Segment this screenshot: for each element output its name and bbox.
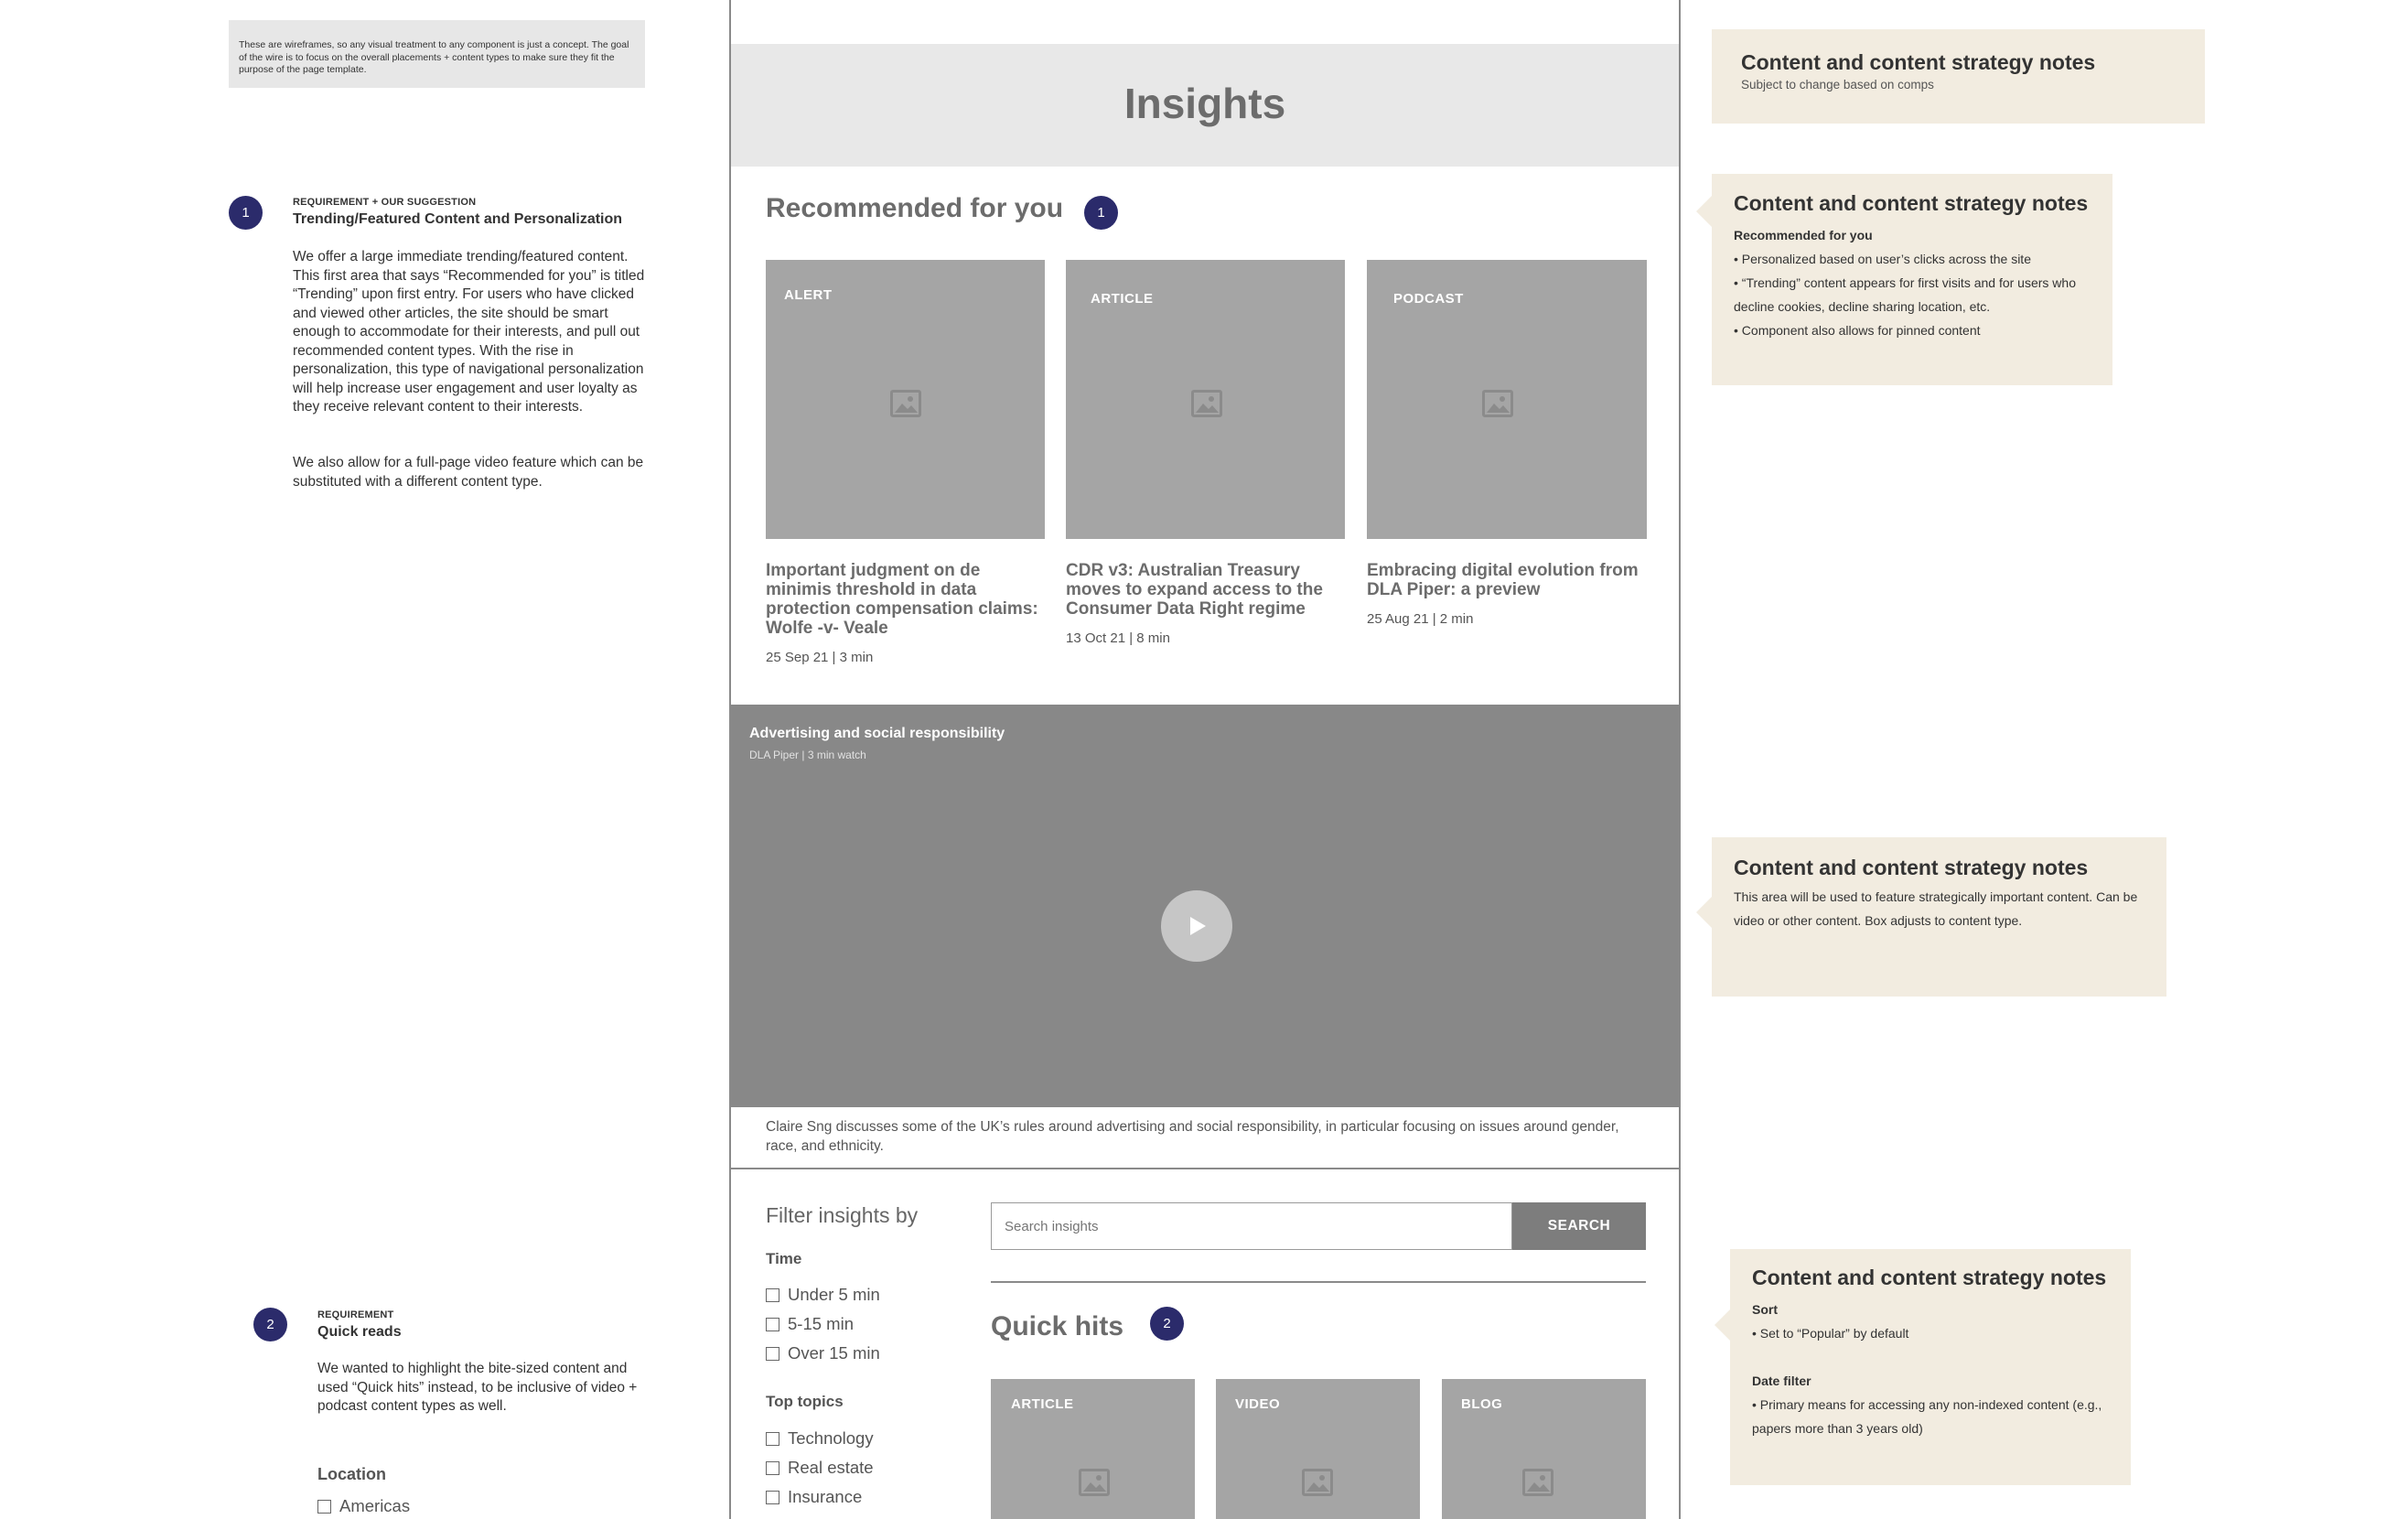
note-body: This area will be used to feature strategically important content. Can be video or other content. Box adjusts to content type.	[1734, 889, 2138, 928]
section-badge-1: 1	[1084, 196, 1118, 230]
checkbox[interactable]	[766, 1347, 779, 1361]
time-option-label: Over 15 min	[788, 1343, 880, 1363]
card-meta: 13 Oct 21 | 8 min	[1066, 630, 1170, 646]
image-placeholder-icon	[1079, 1469, 1110, 1496]
topic-option[interactable]	[766, 1487, 862, 1507]
quick-hit-card-blog[interactable]	[1442, 1379, 1646, 1519]
quick-hit-card-video[interactable]	[1216, 1379, 1420, 1519]
time-option-label: Under 5 min	[788, 1285, 880, 1304]
strategy-note-1	[1712, 29, 2205, 124]
video-meta: DLA Piper | 3 min watch	[749, 749, 866, 761]
time-option-label: 5-15 min	[788, 1314, 854, 1333]
annotation-body: We wanted to highlight the bite-sized content and used “Quick hits” instead, to be inclusive of video + podcast content types as well.	[317, 1361, 638, 1414]
content-type-tag: VIDEO	[1235, 1396, 1281, 1412]
annotation-title: Quick reads	[317, 1324, 402, 1340]
content-type-tag: ALERT	[784, 287, 833, 303]
image-placeholder-icon	[1482, 390, 1513, 417]
quick-hit-card-article[interactable]	[991, 1379, 1195, 1519]
time-option[interactable]	[766, 1314, 854, 1334]
note-body	[1734, 223, 2109, 342]
annotation-badge-1: 1	[229, 196, 263, 230]
note-title: Content and content strategy notes	[1734, 856, 2089, 879]
note-heading: Sort	[1752, 1302, 1778, 1317]
filter-heading: Filter insights by	[766, 1203, 919, 1227]
video-title: Advertising and social responsibility	[749, 726, 1005, 741]
checkbox[interactable]	[766, 1318, 779, 1331]
note-line: • Component also allows for pinned content	[1734, 323, 1981, 338]
divider	[991, 1281, 1646, 1283]
card-meta: 25 Aug 21 | 2 min	[1367, 611, 1474, 627]
topic-option-label: Insurance	[788, 1487, 863, 1506]
play-button[interactable]	[1161, 890, 1232, 962]
card-image	[1367, 260, 1647, 539]
card-image	[1066, 260, 1345, 539]
annotation-body: We offer a large immediate trending/featured content. This first area that says “Recommended for you” is titled “Trending” upon first entry. For users who have clicked and viewed other articles, the site should be smart enough to accommodate for their interests, and pull out recommended content types. With the rise in personalization, this type of navigational personalization will help increase user engagement and user loyalty as they receive relevant content to their interests.	[293, 249, 645, 415]
image-placeholder-icon	[1522, 1469, 1553, 1496]
content-type-tag: PODCAST	[1393, 291, 1464, 307]
note-title: Content and content strategy notes	[1734, 191, 2089, 215]
note-title: Content and content strategy notes	[1741, 50, 2096, 74]
quick-hits-title: Quick hits	[991, 1311, 1124, 1341]
annotation-badge-2: 2	[253, 1308, 287, 1341]
checkbox[interactable]	[766, 1491, 779, 1504]
note-heading: Recommended for you	[1734, 228, 1873, 242]
image-placeholder-icon	[1191, 390, 1222, 417]
play-icon	[1185, 914, 1209, 938]
location-option-label: Americas	[339, 1496, 411, 1515]
recommended-title: Recommended for you	[766, 193, 1064, 223]
recommended-card-podcast[interactable]	[1367, 260, 1647, 627]
topic-option-label: Real estate	[788, 1458, 874, 1477]
time-option[interactable]	[766, 1343, 880, 1363]
topic-option-label: Technology	[788, 1428, 874, 1448]
annotation-body: We also allow for a full-page video feature which can be substituted with a different content type.	[293, 455, 644, 490]
annotation-kicker: REQUIREMENT + OUR SUGGESTION	[293, 197, 477, 208]
note-body	[1752, 1298, 2118, 1440]
note-pointer	[1715, 1309, 1730, 1341]
checkbox[interactable]	[766, 1432, 779, 1446]
note-heading: Date filter	[1752, 1374, 1811, 1388]
topic-option[interactable]	[766, 1428, 874, 1449]
annotation-title: Trending/Featured Content and Personalization	[293, 211, 623, 227]
card-title[interactable]: Embracing digital evolution from DLA Piper: a preview	[1367, 561, 1639, 599]
checkbox[interactable]	[317, 1500, 331, 1514]
search-button[interactable]: SEARCH	[1512, 1202, 1646, 1250]
card-title[interactable]: Important judgment on de minimis threshold in data protection compensation claims: Wolfe -v- Veale	[766, 561, 1038, 638]
card-title[interactable]: CDR v3: Australian Treasury moves to expand access to the Consumer Data Right regime	[1066, 561, 1323, 619]
topic-option[interactable]	[766, 1458, 874, 1478]
checkbox[interactable]	[766, 1461, 779, 1475]
wireframe-disclaimer: These are wireframes, so any visual treatment to any component is just a concept. The goal of the wire is to focus on the overall placements + content types to make sure they fit the purpose of the page template.	[229, 20, 645, 88]
note-pointer	[1696, 196, 1712, 227]
note-line: • Set to “Popular” by default	[1752, 1326, 1909, 1341]
content-type-tag: ARTICLE	[1091, 291, 1154, 307]
location-option[interactable]	[317, 1496, 410, 1516]
search-input[interactable]	[991, 1202, 1512, 1250]
note-line: • Personalized based on user’s clicks across the site	[1734, 252, 2031, 266]
note-pointer	[1696, 897, 1712, 928]
strategy-note-2	[1712, 174, 2112, 385]
page-title: Insights	[1123, 80, 1286, 127]
time-option[interactable]	[766, 1285, 880, 1305]
strategy-note-4	[1730, 1249, 2131, 1485]
card-image	[766, 260, 1045, 539]
recommended-card-article[interactable]	[1066, 260, 1345, 646]
image-placeholder-icon	[890, 390, 921, 417]
note-line: • Primary means for accessing any non-indexed content (e.g., papers more than 3 years old)	[1752, 1397, 2102, 1436]
section-badge-2: 2	[1150, 1307, 1184, 1341]
strategy-note-3	[1712, 837, 2166, 997]
image-placeholder-icon	[1302, 1469, 1333, 1496]
location-filter-label: Location	[317, 1465, 386, 1483]
time-filter-label: Time	[766, 1250, 802, 1267]
checkbox[interactable]	[766, 1288, 779, 1302]
topics-filter-label: Top topics	[766, 1393, 844, 1410]
content-type-tag: BLOG	[1461, 1396, 1503, 1412]
annotation-kicker: REQUIREMENT	[317, 1309, 394, 1320]
note-line: • “Trending” content appears for first visits and for users who decline cookies, decline sharing location, etc.	[1734, 275, 2076, 314]
card-meta: 25 Sep 21 | 3 min	[766, 650, 874, 665]
video-description: Claire Sng discusses some of the UK’s rules around advertising and social responsibility, in particular focusing on issues around gender, race, and ethnicity.	[766, 1119, 1619, 1154]
content-type-tag: ARTICLE	[1011, 1396, 1074, 1412]
note-subtitle: Subject to change based on comps	[1741, 78, 1934, 92]
recommended-card-alert[interactable]	[766, 260, 1045, 665]
note-title: Content and content strategy notes	[1752, 1266, 2107, 1289]
